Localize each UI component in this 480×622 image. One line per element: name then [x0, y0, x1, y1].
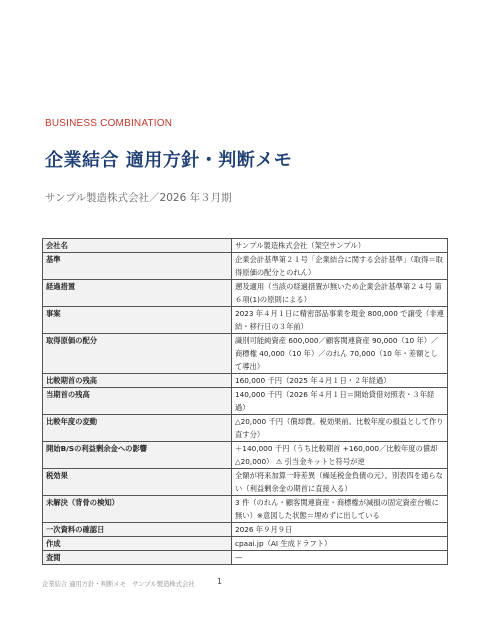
- table-row: [43, 537, 448, 551]
- row-value: 3 件（のれん・顧客関連資産・商標権が減損の固定資産台帳に無い）※意図した状態＝埋めずに出している: [232, 496, 448, 523]
- row-label: 査閲: [43, 551, 232, 565]
- row-label: 経過措置: [43, 280, 232, 307]
- table-row: [43, 496, 448, 523]
- table-row: [43, 239, 448, 253]
- row-label: 一次資料の確認日: [43, 523, 232, 537]
- row-value: 識別可能純資産 600,000／顧客関連資産 90,000（10 年）／商標権 40,000（10 年）／のれん 70,000（10 年・差額として導出）: [232, 334, 448, 374]
- table-row: [43, 442, 448, 469]
- row-label: 当期首の残高: [43, 388, 232, 415]
- row-label: 比較年度の変動: [43, 415, 232, 442]
- table-row: [43, 374, 448, 388]
- row-value: 2023 年４月１日に精密部品事業を現金 800,000 で譲受（非連結・移行日の３年前）: [232, 307, 448, 334]
- row-label: 作成: [43, 537, 232, 551]
- section-eyebrow: BUSINESS COMBINATION: [45, 118, 173, 129]
- table-row: [43, 334, 448, 374]
- page-title: 企業結合 適用方針・判断メモ: [45, 150, 293, 171]
- row-value: △20,000 千円（償却費。税効果前。比較年度の損益として作り直す分）: [232, 415, 448, 442]
- table-row: [43, 415, 448, 442]
- row-label: 事案: [43, 307, 232, 334]
- row-value: ＋140,000 千円（うち比較期首 +160,000／比較年度の償却 △20,000） ⚠ 引当金キットと符号が逆: [232, 442, 448, 469]
- footer-text: 企業結合 適用方針・判断メモ サンプル製造株式会社: [42, 581, 195, 588]
- row-value: 企業会計基準第２１号「企業結合に関する会計基準」（取得＝取得原価の配分とのれん）: [232, 253, 448, 280]
- row-label: 比較期首の残高: [43, 374, 232, 388]
- row-value: サンプル製造株式会社（架空サンプル）: [232, 239, 448, 253]
- table-row: [43, 307, 448, 334]
- page-number: 1: [217, 577, 223, 586]
- row-label: 会社名: [43, 239, 232, 253]
- row-value: 遡及適用（当該の経過措置が無いため企業会計基準第２４号 第６項(1)の原則による）: [232, 280, 448, 307]
- row-label: 未解決（背骨の検知）: [43, 496, 232, 523]
- memo-table: [42, 238, 448, 565]
- row-value: —: [232, 551, 448, 565]
- table-row: [43, 469, 448, 496]
- table-row: [43, 388, 448, 415]
- row-label: 取得原価の配分: [43, 334, 232, 374]
- row-value: 2026 年９月９日: [232, 523, 448, 537]
- table-row: [43, 280, 448, 307]
- row-value: 140,000 千円（2026 年４月１日＝開始貸借対照表・３年経過）: [232, 388, 448, 415]
- row-label: 税効果: [43, 469, 232, 496]
- row-value: 160,000 千円（2025 年４月１日・２年経過）: [232, 374, 448, 388]
- row-label: 基準: [43, 253, 232, 280]
- row-value: cpaai.jp（AI 生成ドラフト）: [232, 537, 448, 551]
- table-row: [43, 253, 448, 280]
- page-subtitle: サンプル製造株式会社／2026 年３月期: [45, 192, 232, 204]
- row-label: 開始B/Sの利益剰余金への影響: [43, 442, 232, 469]
- table-row: [43, 523, 448, 537]
- row-value: 全額が将来加算一時差異（繰延税金負債の元）。別表四を通らない（利益剰余金の期首に直接入る）: [232, 469, 448, 496]
- table-row: [43, 551, 448, 565]
